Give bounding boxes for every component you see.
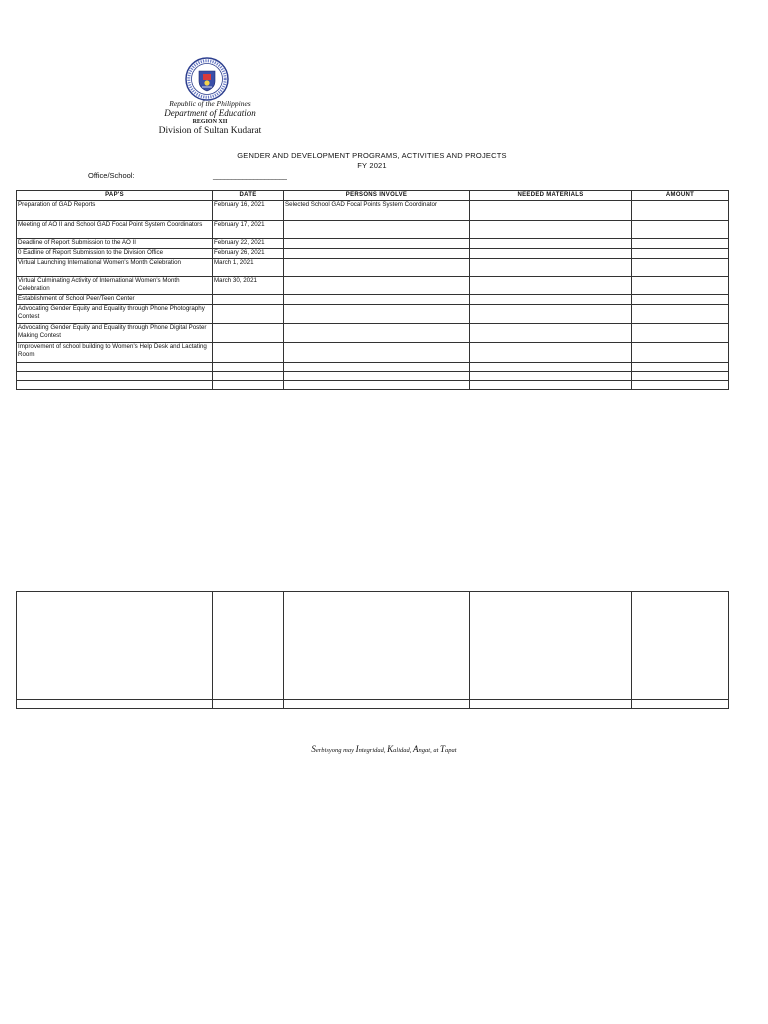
- cell-materials: [470, 372, 632, 381]
- header-materials: NEEDED MATERIALS: [470, 191, 632, 201]
- cell-amount: [632, 221, 729, 239]
- region-text: REGION XII: [192, 119, 228, 125]
- cell-date: [213, 324, 284, 343]
- fiscal-year: FY 2021: [357, 161, 387, 170]
- cell-pap: Virtual Launching International Women's Month Celebration: [17, 259, 213, 277]
- cell-amount: [632, 259, 729, 277]
- department-text: Department of Education: [164, 108, 256, 118]
- cell-persons: [284, 324, 470, 343]
- empty-cell: [284, 700, 470, 709]
- document-title: GENDER AND DEVELOPMENT PROGRAMS, ACTIVITIES AND PROJECTS: [237, 151, 507, 160]
- table-row: [17, 363, 729, 372]
- cell-date: [213, 295, 284, 305]
- table-row: [17, 381, 729, 390]
- table-row: [17, 259, 729, 277]
- empty-cell: [632, 700, 729, 709]
- cell-amount: [632, 343, 729, 363]
- cell-date: [213, 372, 284, 381]
- cell-persons: Selected School GAD Focal Points System Coordinator: [284, 201, 470, 221]
- motto-initial: K: [387, 744, 394, 754]
- cell-date: March 1, 2021: [213, 259, 284, 277]
- cell-materials: [470, 201, 632, 221]
- blank-continuation-table: [16, 591, 729, 709]
- empty-cell: [213, 592, 284, 700]
- cell-amount: [632, 295, 729, 305]
- cell-materials: [470, 381, 632, 390]
- empty-cell: [284, 592, 470, 700]
- cell-date: February 17, 2021: [213, 221, 284, 239]
- cell-date: February 26, 2021: [213, 249, 284, 259]
- cell-pap: [17, 381, 213, 390]
- motto-word: ngat, at: [418, 747, 441, 754]
- cell-pap: Advocating Gender Equity and Equality through Phone Digital Poster Making Contest: [17, 324, 213, 343]
- table-row: [17, 592, 729, 700]
- motto-word: apat: [445, 747, 457, 754]
- motto-word: erbisyong may: [315, 747, 356, 754]
- header-paps: PAP'S: [17, 191, 213, 201]
- cell-date: February 16, 2021: [213, 201, 284, 221]
- cell-materials: [470, 324, 632, 343]
- cell-materials: [470, 343, 632, 363]
- cell-pap: 0 Eadline of Report Submission to the Division Office: [17, 249, 213, 259]
- header-date: DATE: [213, 191, 284, 201]
- cell-amount: [632, 239, 729, 249]
- cell-persons: [284, 305, 470, 324]
- table-row: [17, 343, 729, 363]
- empty-cell: [470, 700, 632, 709]
- cell-pap: [17, 372, 213, 381]
- motto-initial: T: [440, 744, 446, 754]
- cell-materials: [470, 249, 632, 259]
- table-row: [17, 221, 729, 239]
- cell-amount: [632, 363, 729, 372]
- cell-amount: [632, 381, 729, 390]
- cell-amount: [632, 324, 729, 343]
- empty-cell: [17, 592, 213, 700]
- cell-materials: [470, 363, 632, 372]
- cell-persons: [284, 221, 470, 239]
- cell-materials: [470, 305, 632, 324]
- cell-persons: [284, 372, 470, 381]
- motto-initial: S: [311, 744, 316, 754]
- cell-date: February 22, 2021: [213, 239, 284, 249]
- cell-date: March 30, 2021: [213, 277, 284, 295]
- cell-persons: [284, 381, 470, 390]
- cell-date: [213, 343, 284, 363]
- cell-materials: [470, 239, 632, 249]
- table-row: [17, 277, 729, 295]
- empty-cell: [17, 700, 213, 709]
- cell-persons: [284, 249, 470, 259]
- deped-seal-logo: [185, 57, 229, 101]
- cell-pap: [17, 363, 213, 372]
- deped-motto: [200, 744, 568, 754]
- cell-materials: [470, 259, 632, 277]
- empty-cell: [213, 700, 284, 709]
- cell-pap: Improvement of school building to Women's Help Desk and Lactating Room: [17, 343, 213, 363]
- cell-amount: [632, 277, 729, 295]
- cell-persons: [284, 239, 470, 249]
- header-amount: AMOUNT: [632, 191, 729, 201]
- division-text: Division of Sultan Kudarat: [158, 126, 262, 136]
- table-row: [17, 239, 729, 249]
- cell-date: [213, 381, 284, 390]
- cell-date: [213, 305, 284, 324]
- table-row: [17, 295, 729, 305]
- motto-word: ntegridad,: [358, 747, 388, 754]
- table-row: [17, 201, 729, 221]
- cell-pap: Meeting of AO II and School GAD Focal Point System Coordinators: [17, 221, 213, 239]
- empty-cell: [632, 592, 729, 700]
- republic-text: Republic of the Philippines: [169, 99, 251, 108]
- motto-word: alidad,: [393, 747, 414, 754]
- cell-amount: [632, 372, 729, 381]
- cell-materials: [470, 295, 632, 305]
- table-header-row: [17, 191, 729, 201]
- cell-persons: [284, 259, 470, 277]
- table-row: [17, 372, 729, 381]
- table-row: [17, 249, 729, 259]
- cell-pap: Preparation of GAD Reports: [17, 201, 213, 221]
- empty-cell: [470, 592, 632, 700]
- cell-persons: [284, 277, 470, 295]
- cell-pap: Advocating Gender Equity and Equality through Phone Photography Contest: [17, 305, 213, 324]
- motto-initial: A: [413, 744, 419, 754]
- cell-persons: [284, 363, 470, 372]
- cell-pap: Deadline of Report Submission to the AO II: [17, 239, 213, 249]
- cell-amount: [632, 305, 729, 324]
- cell-pap: Establishment of School Peer/Teen Center: [17, 295, 213, 305]
- cell-persons: [284, 343, 470, 363]
- table-row: [17, 305, 729, 324]
- cell-date: [213, 363, 284, 372]
- table-row: [17, 324, 729, 343]
- cell-pap: Virtual Culminating Activity of International Women's Month Celebration: [17, 277, 213, 295]
- cell-amount: [632, 201, 729, 221]
- cell-materials: [470, 221, 632, 239]
- cell-persons: [284, 295, 470, 305]
- office-school-blank: ____________________: [213, 171, 287, 180]
- cell-amount: [632, 249, 729, 259]
- office-school-label: Office/School:: [88, 171, 135, 180]
- gad-activities-table: [16, 190, 729, 390]
- table-row: [17, 700, 729, 709]
- cell-materials: [470, 277, 632, 295]
- header-persons: PERSONS INVOLVE: [284, 191, 470, 201]
- motto-initial: I: [355, 744, 359, 754]
